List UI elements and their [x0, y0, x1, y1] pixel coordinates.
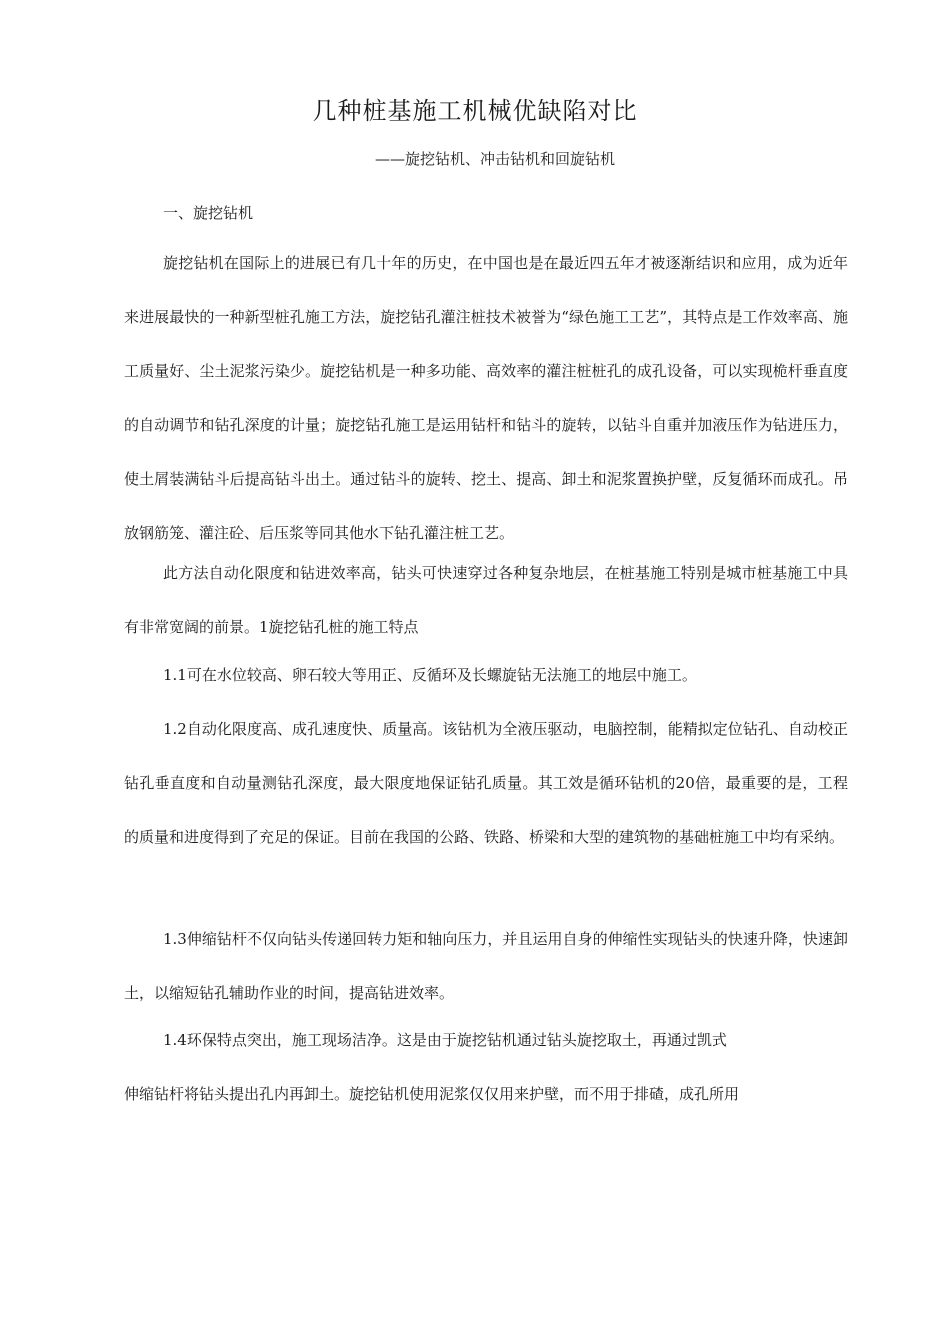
- paragraph-feature-1-4-continued: 伸缩钻杆将钻头提出孔内再卸土。旋挖钻机使用泥浆仅仅用来护壁，而不用于排碴，成孔所用: [124, 1085, 740, 1103]
- paragraph-intro: 旋挖钻机在国际上的进展已有几十年的历史，在中国也是在最近四五年才被逐渐结识和应用，成为近年来进展最快的一种新型桩孔施工方法，旋挖钻孔灌注桩技术被誉为“绿色施工工艺”，其特点是工作效率高、施工质量好、尘土泥浆污染少。旋挖钻机是一种多功能、高效率的灌注桩桩孔的成孔设备，可以实现桅杆垂直度的自动调节和钻孔深度的计量；旋挖钻孔施工是运用钻杆和钻斗的旋转，以钻斗自重并加液压作为钻进压力，使土屑装满钻斗后提高钻斗出土。通过钻斗的旋转、挖土、提高、卸土和泥浆置换护壁，反复循环而成孔。吊放钢筋笼、灌注砼、后压浆等同其他水下钻孔灌注桩工艺。: [124, 254, 848, 542]
- paragraph-feature-1-2: 1.2自动化限度高、成孔速度快、质量高。该钻机为全液压驱动，电脑控制，能精拟定位钻孔、自动校正钻孔垂直度和自动量测钻孔深度，最大限度地保证钻孔质量。其工效是循环钻机的20倍，最重要的是，工程的质量和进度得到了充足的保证。目前在我国的公路、铁路、桥梁和大型的建筑物的基础桩施工中均有采纳。: [124, 720, 848, 846]
- document-title: 几种桩基施工机械优缺陷对比: [312, 97, 638, 125]
- paragraph-prospect: 此方法自动化限度和钻进效率高，钻头可快速穿过各种复杂地层，在桩基施工特别是城市桩基施工中具有非常宽阔的前景。1旋挖钻孔桩的施工特点: [124, 564, 848, 636]
- document-subtitle: ——旋挖钻机、冲击钻机和回旋钻机: [374, 150, 615, 168]
- paragraph-feature-1-3: 1.3伸缩钻杆不仅向钻头传递回转力矩和轴向压力，并且运用自身的伸缩性实现钻头的快速升降，快速卸土，以缩短钻孔辅助作业的时间，提高钻进效率。: [124, 930, 848, 1002]
- section-heading: 一、旋挖钻机: [163, 204, 254, 222]
- paragraph-feature-1-1: 1.1可在水位较高、卵石较大等用正、反循环及长螺旋钻无法施工的地层中施工。: [163, 666, 697, 684]
- paragraph-feature-1-4: 1.4环保特点突出，施工现场洁净。这是由于旋挖钻机通过钻头旋挖取土，再通过凯式: [163, 1031, 727, 1049]
